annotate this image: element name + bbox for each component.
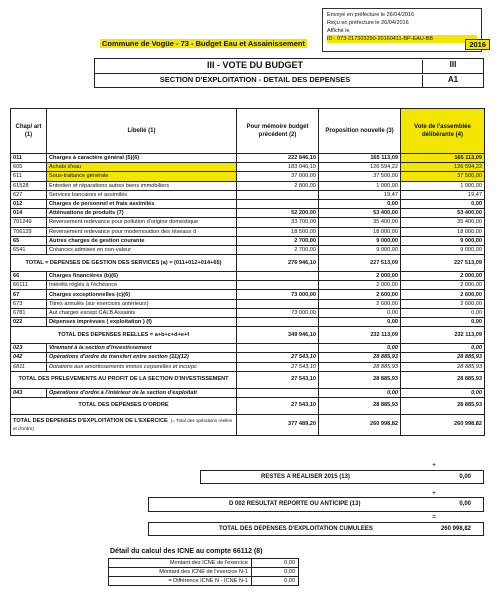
total-gestion-row-proposition: 227 513,09 xyxy=(319,255,401,272)
row-proposition: 165 113,09 xyxy=(319,154,401,163)
row-chap: 6811 xyxy=(11,362,47,371)
table-row xyxy=(11,172,485,181)
row-proposition: 1 000,00 xyxy=(319,181,401,190)
row-memoire xyxy=(237,344,319,353)
table-row xyxy=(11,318,485,327)
table-row xyxy=(11,199,485,208)
row-libelle: Dotations aux amortissements immos corporelles et incorpc xyxy=(47,362,237,371)
row-vote: 18 000,00 xyxy=(401,227,485,236)
row-libelle: Charges exceptionnelles (c)(6) xyxy=(47,290,237,299)
row-proposition: 0,00 xyxy=(319,388,401,397)
table-row xyxy=(11,388,485,397)
icne-label: = Différence ICNE N - ICNE N-1 xyxy=(109,577,252,586)
row-vote: 0,00 xyxy=(401,199,485,208)
row-proposition: 37 500,00 xyxy=(319,172,401,181)
table-row xyxy=(11,290,485,299)
restes-box xyxy=(200,470,484,484)
table-row xyxy=(11,209,485,218)
vote-code: III xyxy=(422,60,483,74)
commune-label: Commune de Vogüe - 73 - Budget Eau et Assainissement xyxy=(102,39,305,48)
vote-subtitle: SECTION D'EXPLOITATION - DETAIL DES DEPENSES xyxy=(159,75,351,84)
row-chap: 611 xyxy=(11,172,47,181)
table-row xyxy=(11,308,485,317)
row-chap: 627 xyxy=(11,190,47,199)
row-vote: 19,47 xyxy=(401,190,485,199)
row-proposition: 2 000,00 xyxy=(319,281,401,290)
col-chap: Chap/ art (1) xyxy=(11,109,47,154)
icne-table xyxy=(108,558,299,586)
grand-total-memoire: 377 489,20 xyxy=(237,414,319,435)
icne-label: Montant des ICNE de l'exercice xyxy=(109,559,252,568)
row-libelle: Sous-traitance générale xyxy=(47,172,237,181)
row-memoire: 33 700,00 xyxy=(237,218,319,227)
equals-sign: = xyxy=(432,514,437,521)
table-header-row xyxy=(11,109,485,154)
row-libelle: Services bancaires et assimilés xyxy=(47,190,237,199)
vote-title: III - VOTE DU BUDGET xyxy=(206,60,303,70)
row-memoire: 183 046,10 xyxy=(237,163,319,172)
row-vote: 28 885,93 xyxy=(401,353,485,362)
row-memoire: 52 200,00 xyxy=(237,209,319,218)
row-libelle: Atténuations de produits (7) xyxy=(47,209,237,218)
row-vote: 2 600,00 xyxy=(401,290,485,299)
table-row xyxy=(11,190,485,199)
row-libelle: Dépenses imprévues ( exploitation ) (f) xyxy=(47,318,237,327)
icne-value: 0,00 xyxy=(252,577,299,586)
row-chap: 67 xyxy=(11,290,47,299)
total-ordre-row-proposition: 28 885,93 xyxy=(319,397,401,414)
row-libelle: Autres charges de gestion courante xyxy=(47,236,237,245)
row-memoire xyxy=(237,388,319,397)
row-memoire xyxy=(237,190,319,199)
row-proposition: 126 594,22 xyxy=(319,163,401,172)
row-proposition: 0,00 xyxy=(319,308,401,317)
grand-total-proposition: 260 998,82 xyxy=(319,414,401,435)
row-memoire: 18 500,00 xyxy=(237,227,319,236)
row-libelle: Achats d'eau xyxy=(47,163,237,172)
table-row xyxy=(11,353,485,362)
row-chap: 022 xyxy=(11,318,47,327)
row-chap: 61528 xyxy=(11,181,47,190)
table-row xyxy=(11,299,485,308)
row-libelle: Entretien et réparations autres biens immobiliers xyxy=(47,181,237,190)
row-proposition: 9 000,00 xyxy=(319,245,401,254)
icne-row xyxy=(109,577,299,586)
row-libelle: Virement à la section d'investissement xyxy=(47,344,237,353)
row-memoire: 27 543,10 xyxy=(237,353,319,362)
row-proposition: 2 000,00 xyxy=(319,272,401,281)
row-vote: 53 400,00 xyxy=(401,209,485,218)
row-memoire: 2 800,00 xyxy=(237,181,319,190)
grand-total-row xyxy=(11,414,485,435)
icne-value: 0,00 xyxy=(252,559,299,568)
row-proposition: 2 600,00 xyxy=(319,299,401,308)
table-row xyxy=(11,245,485,254)
row-vote: 37 500,00 xyxy=(401,172,485,181)
stamp-line-posted: Affiché le xyxy=(327,28,350,34)
row-chap: 014 xyxy=(11,209,47,218)
row-memoire: 222 846,10 xyxy=(237,154,319,163)
row-libelle: Créances admises en non-valeur xyxy=(47,245,237,254)
row-vote: 9 000,00 xyxy=(401,245,485,254)
table-row xyxy=(11,163,485,172)
total-prelevements-row-vote: 28 885,93 xyxy=(401,371,485,388)
total-reelles-row xyxy=(11,327,485,344)
row-memoire: 2 700,00 xyxy=(237,236,319,245)
row-libelle: Opérations d'ordre à l'intérieur de la section d'exploitati xyxy=(47,388,237,397)
total-prelevements-row-memoire: 27 543,10 xyxy=(237,371,319,388)
vote-page: A1 xyxy=(422,75,483,87)
row-vote: 1 000,00 xyxy=(401,181,485,190)
row-memoire xyxy=(237,199,319,208)
row-chap: 701249 xyxy=(11,218,47,227)
total-gestion-row-label: TOTAL = DEPENSES DE GESTION DES SERVICES (a) = (011+012+014+65) xyxy=(11,255,237,272)
total-gestion-row-vote: 227 513,09 xyxy=(401,255,485,272)
row-vote: 0,00 xyxy=(401,318,485,327)
row-vote: 2 000,00 xyxy=(401,272,485,281)
table-row xyxy=(11,344,485,353)
row-chap: 011 xyxy=(11,154,47,163)
row-memoire: 73 000,00 xyxy=(237,308,319,317)
table-row xyxy=(11,181,485,190)
row-proposition: 0,00 xyxy=(319,318,401,327)
restes-label: RESTES A REALISER 2015 (13) xyxy=(261,474,350,480)
total-prelevements-row-proposition: 28 885,93 xyxy=(319,371,401,388)
grand-total-vote: 260 998,82 xyxy=(401,414,485,435)
icne-value: 0,00 xyxy=(252,568,299,577)
row-vote: 165 113,09 xyxy=(401,154,485,163)
table-body xyxy=(11,154,485,436)
grand-total-text: TOTAL DES DEPENSES D'EXPLOITATION DE L'EXERCICE xyxy=(13,417,168,424)
row-memoire: 27 543,10 xyxy=(237,362,319,371)
total-prelevements-row xyxy=(11,371,485,388)
row-memoire: 2 700,00 xyxy=(237,245,319,254)
row-chap: 65 xyxy=(11,236,47,245)
table-row xyxy=(11,236,485,245)
table-row xyxy=(11,281,485,290)
row-vote: 0,00 xyxy=(401,388,485,397)
total-reelles-row-proposition: 232 113,09 xyxy=(319,327,401,344)
row-libelle: Aut charges except CALB Assainis xyxy=(47,308,237,317)
row-chap: 673 xyxy=(11,299,47,308)
row-chap: 66 xyxy=(11,272,47,281)
document-header xyxy=(100,39,490,51)
cumul-label: TOTAL DES DEPENSES D'EXPLOITATION CUMULEES xyxy=(219,526,373,532)
total-reelles-row-label: TOTAL DES DEPENSES REELLES = a+b+c+d+e+f xyxy=(11,327,237,344)
row-memoire: 37 000,00 xyxy=(237,172,319,181)
row-libelle: Charges de personnel et frais assimilés xyxy=(47,199,237,208)
row-vote: 9 000,00 xyxy=(401,236,485,245)
total-gestion-row-memoire: 276 946,10 xyxy=(237,255,319,272)
row-proposition: 2 600,00 xyxy=(319,290,401,299)
stamp-line-received: Reçu en préfecture le 26/04/2016 xyxy=(327,20,409,26)
table-row xyxy=(11,154,485,163)
total-reelles-row-vote: 232 113,09 xyxy=(401,327,485,344)
row-proposition: 0,00 xyxy=(319,199,401,208)
stamp-line-sent: Envoyé en préfecture le 26/04/2016 xyxy=(327,12,415,18)
row-proposition: 53 400,00 xyxy=(319,209,401,218)
row-proposition: 0,00 xyxy=(319,344,401,353)
table-row xyxy=(11,362,485,371)
row-proposition: 9 000,00 xyxy=(319,236,401,245)
row-libelle: Intérêts réglés à l'échéance xyxy=(47,281,237,290)
row-chap: 042 xyxy=(11,353,47,362)
icne-label: Montant des ICNE de l'exercice N-1 xyxy=(109,568,252,577)
total-ordre-row-memoire: 27 543,10 xyxy=(237,397,319,414)
row-chap: 706129 xyxy=(11,227,47,236)
row-chap: 023 xyxy=(11,344,47,353)
row-chap: 6781 xyxy=(11,308,47,317)
table-row xyxy=(11,218,485,227)
table-row xyxy=(11,272,485,281)
row-vote: 0,00 xyxy=(401,344,485,353)
d002-value: 0,00 xyxy=(459,501,471,507)
icne-row xyxy=(109,559,299,568)
row-libelle: Opérations d'ordre de transfert entre section (11)(12) xyxy=(47,353,237,362)
row-proposition: 18 000,00 xyxy=(319,227,401,236)
row-chap: 043 xyxy=(11,388,47,397)
row-vote: 2 600,00 xyxy=(401,299,485,308)
total-ordre-row-vote: 28 885,93 xyxy=(401,397,485,414)
row-proposition: 19,47 xyxy=(319,190,401,199)
row-chap: 605 xyxy=(11,163,47,172)
row-chap: 6541 xyxy=(11,245,47,254)
row-memoire: 73 000,00 xyxy=(237,290,319,299)
plus-sign-2: + xyxy=(432,490,437,497)
row-libelle: Charges à caractère général (5)(6) xyxy=(47,154,237,163)
row-libelle: Reversement redevance pour pollution d'origine domestique xyxy=(47,218,237,227)
row-chap: 012 xyxy=(11,199,47,208)
col-memoire: Pour mémoire budget précédent (2) xyxy=(237,109,319,154)
row-memoire xyxy=(237,318,319,327)
row-memoire xyxy=(237,299,319,308)
d002-box xyxy=(148,497,484,512)
budget-year: 2016 xyxy=(465,39,490,50)
expenses-table xyxy=(10,108,485,436)
total-reelles-row-memoire: 349 946,10 xyxy=(237,327,319,344)
table-row xyxy=(11,227,485,236)
icne-title: Détail du calcul des ICNE au compte 66112 (8) xyxy=(110,548,263,555)
plus-sign-1: + xyxy=(432,462,437,469)
row-vote: 28 885,93 xyxy=(401,362,485,371)
total-prelevements-row-label: TOTAL DES PRELEVEMENTS AU PROFIT DE LA SECTION D'INVESTISSEMENT xyxy=(11,371,237,388)
row-chap: 66111 xyxy=(11,281,47,290)
row-vote: 0,00 xyxy=(401,308,485,317)
row-libelle: Titres annulés (sur exercices antérieurs) xyxy=(47,299,237,308)
row-libelle: Reversement redevance pour modernisation des réseaux d xyxy=(47,227,237,236)
total-ordre-row xyxy=(11,397,485,414)
row-proposition: 28 885,93 xyxy=(319,362,401,371)
grand-total-label xyxy=(11,414,237,435)
col-proposition: Proposition nouvelle (3) xyxy=(319,109,401,154)
icne-row xyxy=(109,568,299,577)
total-gestion-row xyxy=(11,255,485,272)
row-libelle: Charges financières (b)(6) xyxy=(47,272,237,281)
vote-title-box xyxy=(94,58,484,88)
restes-value: 0,00 xyxy=(459,474,471,480)
col-libelle: Libellé (1) xyxy=(47,109,237,154)
row-vote: 2 000,00 xyxy=(401,281,485,290)
row-vote: 35 400,00 xyxy=(401,218,485,227)
grand-total-note: (= Total des opérations réelles et d'ordre) xyxy=(13,417,233,431)
row-memoire xyxy=(237,272,319,281)
col-vote: Vote de l'assemblée délibérante (4) xyxy=(401,109,485,154)
row-proposition: 35 400,00 xyxy=(319,218,401,227)
cumul-box xyxy=(148,522,484,536)
stamp-line-id: ID : 073-217303290-20160411-BP-EAU-BB xyxy=(327,35,477,43)
d002-label: D 002 RESULTAT REPORTE OU ANTICIPE (13) xyxy=(229,501,361,507)
row-proposition: 28 885,93 xyxy=(319,353,401,362)
total-ordre-row-label: TOTAL DES DEPENSES D'ORDRE xyxy=(11,397,237,414)
cumul-value: 260 998,82 xyxy=(440,526,471,532)
row-vote: 126 594,22 xyxy=(401,163,485,172)
row-memoire xyxy=(237,281,319,290)
